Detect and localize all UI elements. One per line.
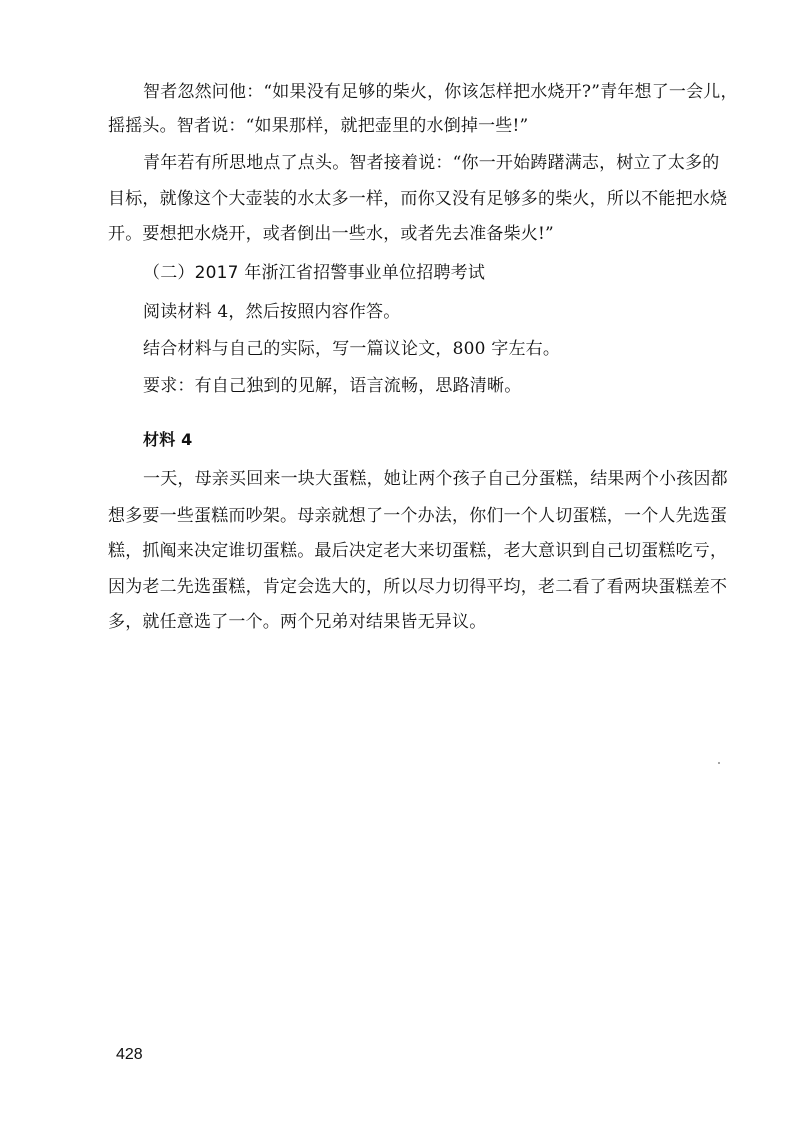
page-number: 428 <box>116 1046 143 1063</box>
material-line3: 糕，抓阄来决定谁切蛋糕。最后决定老大来切蛋糕，老大意识到自己切蛋糕吃亏， <box>108 541 728 561</box>
scan-speck <box>718 762 720 764</box>
material-line1: 一天，母亲买回来一块大蛋糕，她让两个孩子自己分蛋糕，结果两个小孩因都 <box>143 469 728 489</box>
section-heading: （二）2017 年浙江省招警事业单位招聘考试 <box>143 263 486 283</box>
material-line4: 因为老二先选蛋糕，肯定会选大的，所以尽力切得平均，老二看了看两块蛋糕差不 <box>108 577 728 597</box>
material-line2: 想多要一些蛋糕而吵架。母亲就想了一个办法，你们一个人切蛋糕，一个人先选蛋 <box>108 506 728 526</box>
story-para1-line2: 摇摇头。智者说：“如果那样，就把壶里的水倒掉一些!” <box>108 116 529 136</box>
instruction-2: 结合材料与自己的实际，写一篇议论文，800 字左右。 <box>143 339 561 359</box>
material-title: 材料 4 <box>143 430 193 449</box>
story-para2-line1: 青年若有所思地点了点头。智者接着说：“你一开始踌躇满志，树立了太多的 <box>143 153 720 173</box>
material-line5: 多，就任意选了一个。两个兄弟对结果皆无异议。 <box>108 612 487 632</box>
story-para2-line3: 开。要想把水烧开，或者倒出一些水，或者先去准备柴火!” <box>108 224 554 244</box>
story-para1-line1: 智者忽然问他：“如果没有足够的柴火，你该怎样把水烧开?”青年想了一会儿， <box>143 82 738 102</box>
story-para2-line2: 目标，就像这个大壶装的水太多一样，而你又没有足够多的柴火，所以不能把水烧 <box>108 189 728 209</box>
instruction-1: 阅读材料 4，然后按照内容作答。 <box>143 302 401 322</box>
instruction-3: 要求：有自己独到的见解，语言流畅，思路清晰。 <box>143 376 522 396</box>
